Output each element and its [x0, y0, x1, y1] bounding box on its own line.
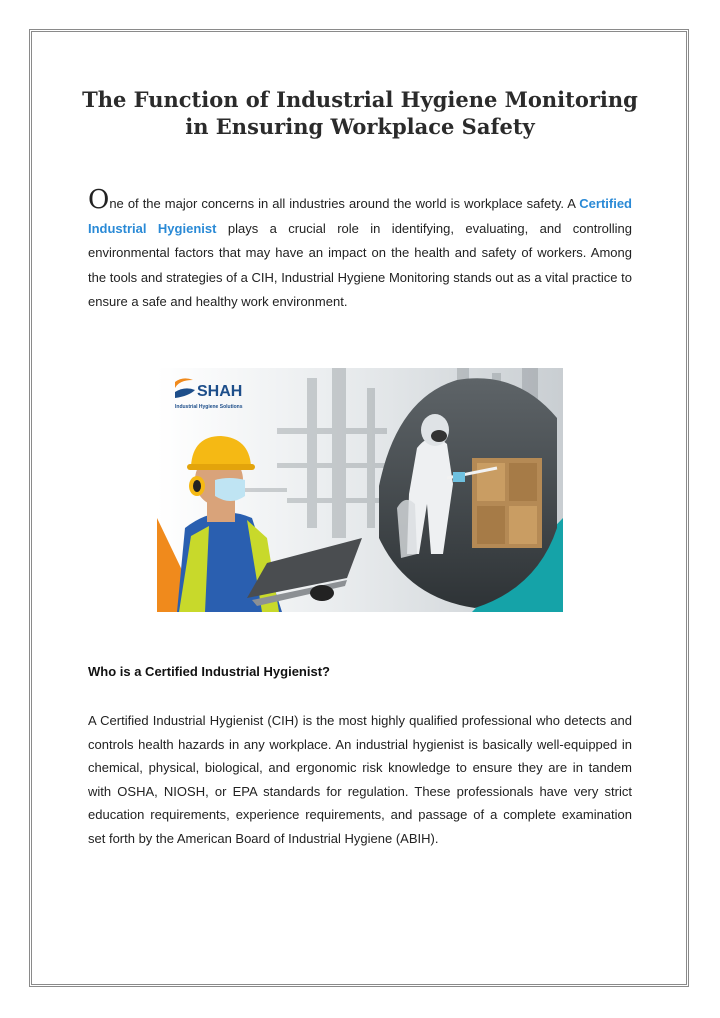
intro-paragraph [88, 185, 633, 315]
document-title [60, 86, 660, 140]
intro-text-2: plays a crucial role in identifying, evaluating, and controlling environmental factors that may have an impact on the health and safety of workers. Among the tools and strategies of a CIH, Industrial Hygiene Monitoring stands out as a vital practice to ensure a safe and healthy work environment. [88, 220, 633, 309]
logo-tagline: Industrial Hygiene Solutions [175, 404, 243, 410]
title-line-2: in Ensuring Workplace Safety [185, 114, 535, 139]
section-heading: Who is a Certified Industrial Hygienist? [88, 664, 330, 679]
title-line-1: The Function of Industrial Hygiene Monitoring [82, 87, 638, 112]
drop-cap: O [88, 185, 110, 215]
intro-text-1: ne of the major concerns in all industries around the world is workplace safety. A [109, 196, 580, 211]
hero-image [157, 368, 563, 612]
logo-text: SHAH [197, 383, 243, 400]
section-body: A Certified Industrial Hygienist (CIH) is the most highly qualified professional who detects and controls health hazards in any workplace. An industrial hygienist is basically well-equipped in chemical, physical, biological, and ergonomic risk knowledge to ensure they are in tandem with OSHA, NIOSH, or EPA standards for regulation. These professionals have very strict education requirements, experience requirements, and passage of a complete examination set forth by the American Board of Industrial Hygiene (ABIH). [88, 713, 632, 846]
certified-industrial-hygienist-link[interactable]: Certified Industrial Hygienist [88, 196, 632, 236]
